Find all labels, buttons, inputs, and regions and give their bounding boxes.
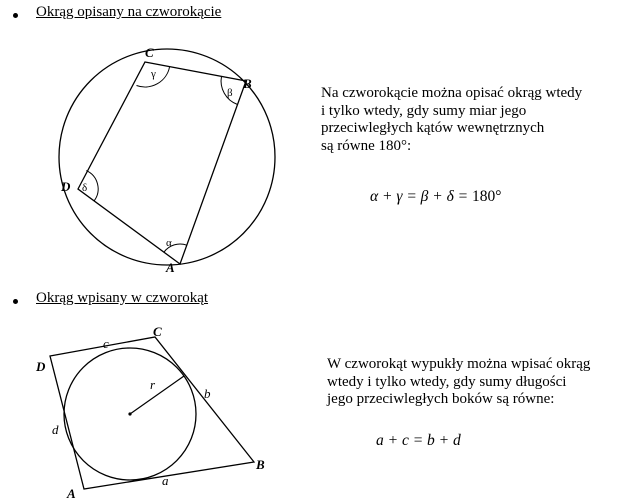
formula-lhs: α + γ = β + δ = [370, 188, 473, 205]
vertex-label-A: A [67, 486, 76, 501]
text-line: wtedy i tylko wtedy, gdy sumy długości [327, 373, 567, 390]
text-line: i tylko wtedy, gdy sumy miar jego [321, 102, 527, 119]
formula-tangential: a + c = b + d [376, 432, 461, 449]
vertex-label-D: D [61, 179, 71, 194]
side-label-d: d [52, 422, 59, 437]
heading-inscribed: Okrąg wpisany w czworokąt [36, 290, 209, 306]
inscribed-description [327, 356, 590, 409]
vertex-label-C: C [153, 324, 162, 339]
angle-label-alpha: α [166, 237, 172, 249]
vertex-label-B: B [256, 457, 265, 472]
side-label-a: a [162, 473, 169, 488]
radius-label-r: r [150, 377, 156, 392]
text-line: są równe 180°: [321, 137, 412, 154]
vertex-label-C: C [145, 45, 154, 60]
vertex-label-A: A [166, 260, 175, 275]
heading-circumscribed: Okrąg opisany na czworokącie [36, 4, 222, 20]
text-line: W czworokąt wypukły można wpisać okrąg [327, 356, 591, 372]
formula-value: 180° [472, 188, 502, 205]
incircle-center [128, 412, 131, 415]
vertex-label-B: B [243, 76, 252, 91]
side-label-b: b [204, 386, 211, 401]
angle-label-delta: δ [82, 182, 88, 194]
text-line: Na czworokącie można opisać okrąg wtedy [321, 85, 583, 101]
angle-label-beta: β [227, 87, 233, 99]
circumscribed-description [321, 85, 582, 155]
vertex-label-D: D [36, 359, 46, 374]
side-label-c: c [103, 336, 109, 351]
formula-cyclic [370, 188, 501, 206]
figure-inscribed-circle [0, 0, 300, 503]
radius-line [130, 376, 184, 414]
text-line: przeciwległych kątów wewnętrznych [321, 120, 545, 136]
angle-label-gamma: γ [151, 68, 156, 80]
tangential-quadrilateral [50, 337, 254, 489]
text-line: jego przeciwległych boków są równe: [327, 391, 555, 407]
